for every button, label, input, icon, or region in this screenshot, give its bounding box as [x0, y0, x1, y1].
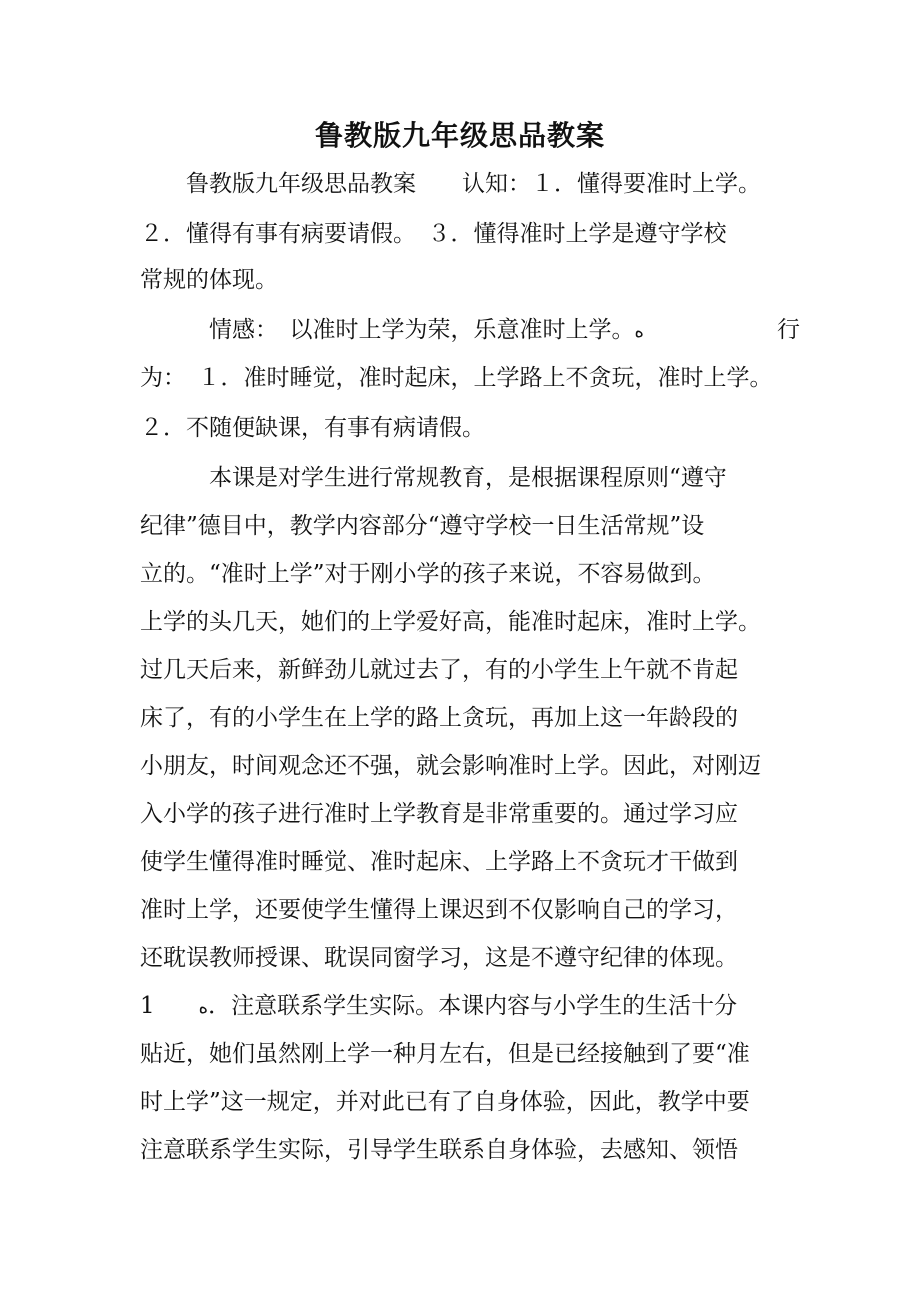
text-line-16: 准时上学，还要使学生懂得上课迟到不仅影响自己的学习，: [140, 897, 738, 923]
text-line-13: 小朋友，时间观念还不强，就会影响准时上学。因此，对刚迈: [140, 753, 761, 779]
text-line-21: 注意联系学生实际，引导学生联系自身体验，去感知、领悟: [140, 1137, 738, 1163]
tab-mark-2: ﻩ: [198, 997, 209, 1018]
text-line-9: 立的。“准时上学”对于刚小学的孩子来说，不容易做到。: [140, 561, 716, 587]
document-title: 鲁教版九年级思品教案: [314, 119, 605, 152]
text-line-8: 纪律”德目中，教学内容部分“遵守学校一日生活常规”设: [140, 513, 705, 539]
text-line-18: [140, 986, 800, 1028]
text-line-18-body: ．注意联系学生实际。本课内容与小学生的生活十分: [208, 993, 738, 1019]
text-line-20: 时上学”这一规定，并对此已有了自身体验，因此，教学中要: [140, 1089, 750, 1115]
text-line-4: [140, 310, 800, 352]
list-number: 1: [140, 993, 155, 1019]
text-line-5: 为： １．准时睡觉，准时起床，上学路上不贪玩，准时上学。: [140, 365, 773, 391]
text-line-19: 贴近，她们虽然刚上学一种月左右，但是已经接触到了要“准: [140, 1041, 750, 1067]
text-line-10: 上学的头几天，她们的上学爱好高，能准时起床，准时上学。: [140, 609, 761, 635]
text-line-1: 鲁教版九年级思品教案 认知：１．懂得要准时上学。: [140, 171, 761, 197]
text-line-6: ２．不随便缺课，有事有病请假。: [140, 415, 485, 441]
text-line-4-main: 情感： 以准时上学为荣，乐意准时上学。ﻩ: [140, 317, 644, 343]
text-line-3: 常规的体现。: [140, 267, 278, 293]
text-line-15: 使学生懂得准时睡觉、准时起床、上学路上不贪玩才干做到: [140, 849, 738, 875]
text-line-4-right: 行: [777, 317, 800, 343]
text-line-17: 还耽误教师授课、耽误同窗学习，这是不遵守纪律的体现。: [140, 945, 738, 971]
text-line-12: 床了，有的小学生在上学的路上贪玩，再加上这一年龄段的: [140, 705, 738, 731]
text-line-11: 过几天后来，新鲜劲儿就过去了，有的小学生上午就不肯起: [140, 657, 738, 683]
text-line-14: 入小学的孩子进行准时上学教育是非常重要的。通过学习应: [140, 801, 738, 827]
text-line-7: 本课是对学生进行常规教育，是根据课程原则“遵守: [140, 465, 727, 491]
tab-mark: ﻩ: [634, 321, 644, 342]
text-line-2: ２．懂得有事有病要请假。 ３．懂得准时上学是遵守学校: [140, 221, 727, 247]
